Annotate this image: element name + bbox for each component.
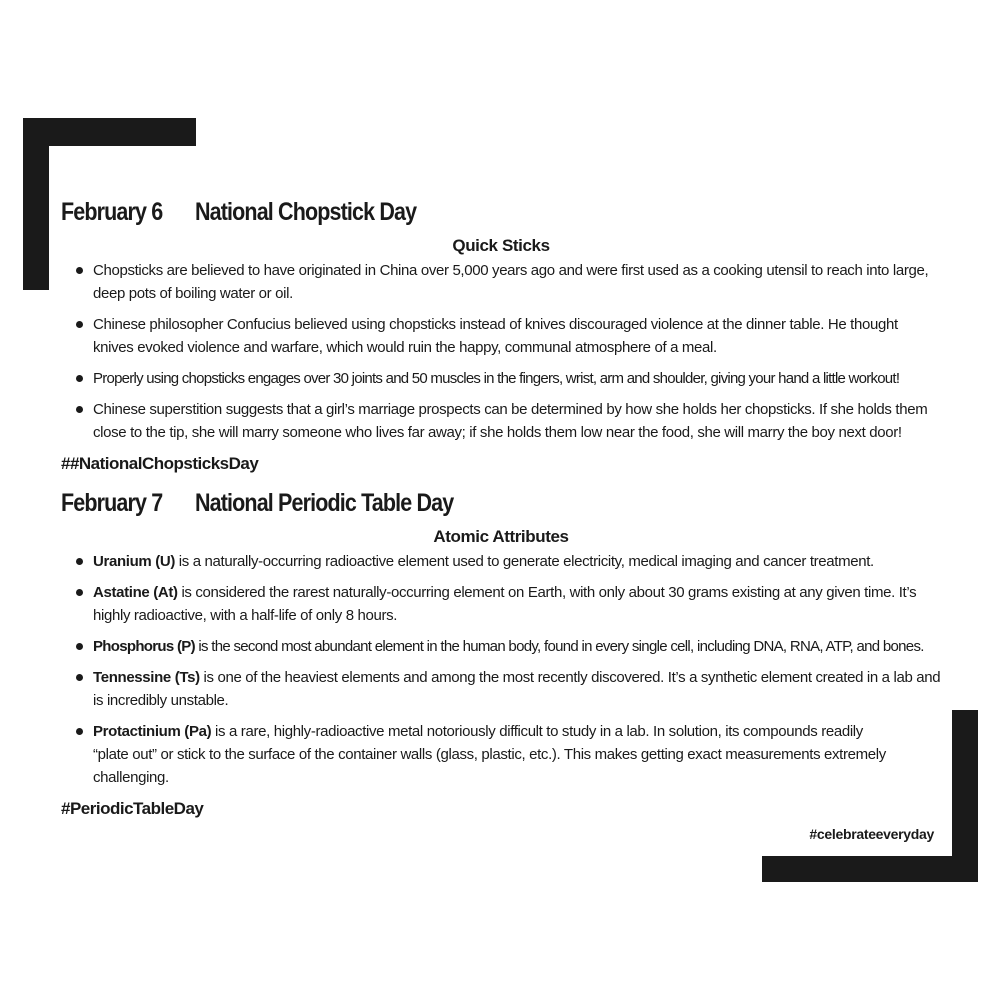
fact-item xyxy=(61,367,941,390)
day-date: February 7 xyxy=(61,489,163,517)
fact-item xyxy=(61,666,941,712)
fact-term: Tennessine (Ts) xyxy=(93,669,200,686)
fact-term: Protactinium (Pa) xyxy=(93,723,212,740)
fact-item xyxy=(61,398,941,444)
section-subtitle: Atomic Attributes xyxy=(433,527,569,546)
fact-text: is a rare, highly-radioactive metal notoriously difficult to study in a lab. In solution, its compounds readily “plate out” or stick to the surface of the container walls (glass, plastic, etc.). This makes getting exact measurements extremely challenging. xyxy=(93,723,886,786)
day-section-chopstick xyxy=(61,193,941,478)
fact-item xyxy=(61,635,941,658)
fact-item xyxy=(61,720,941,789)
fact-text: Chinese philosopher Confucius believed using chopsticks instead of knives discouraged violence at the dinner table. He thought knives evoked violence and warfare, which would ruin the happy, communal atmosphere of a meal. xyxy=(93,316,898,356)
fact-text: is a naturally-occurring radioactive element used to generate electricity, medical imaging and cancer treatment. xyxy=(174,553,874,570)
section-subtitle: Quick Sticks xyxy=(452,236,550,255)
corner-bracket-top-vertical xyxy=(23,118,49,290)
day-heading xyxy=(61,193,818,231)
day-title: National Chopstick Day xyxy=(194,198,417,226)
fact-item xyxy=(61,313,941,359)
fact-item xyxy=(61,259,941,305)
corner-bracket-bottom-horizontal xyxy=(762,856,978,882)
fact-text: Chinese superstition suggests that a girl’s marriage prospects can be determined by how she holds her chopsticks. If she holds them close to the tip, she will marry someone who lives far away; if she holds them low near the food, she will marry the boy next door! xyxy=(93,401,928,441)
fact-term: Uranium (U) xyxy=(93,553,175,570)
fact-term: Astatine (At) xyxy=(93,584,178,601)
fact-text: Properly using chopsticks engages over 30 joints and 50 muscles in the fingers, wrist, arm and shoulder, giving your hand a little workout! xyxy=(93,370,900,387)
fact-item xyxy=(61,550,941,573)
day-section-periodic-table xyxy=(61,484,941,823)
fact-list xyxy=(61,259,941,444)
fact-term: Phosphorus (P) xyxy=(93,638,195,655)
corner-bracket-bottom-vertical xyxy=(952,710,978,882)
fact-text: is one of the heaviest elements and among the most recently discovered. It’s a synthetic element created in a lab and is incredibly unstable. xyxy=(93,669,941,709)
fact-list xyxy=(61,550,941,789)
fact-text: Chopsticks are believed to have originated in China over 5,000 years ago and were first used as a cooking utensil to reach into large, deep pots of boiling water or oil. xyxy=(93,262,929,302)
hashtag: ##NationalChopsticksDay xyxy=(61,454,259,473)
fact-item xyxy=(61,581,941,627)
fact-text: is the second most abundant element in the human body, found in every single cell, including DNA, RNA, ATP, and bones. xyxy=(194,638,924,655)
day-date: February 6 xyxy=(61,198,163,226)
page-content xyxy=(61,193,941,829)
hashtag: #PeriodicTableDay xyxy=(61,799,204,818)
day-heading xyxy=(61,484,818,522)
day-title: National Periodic Table Day xyxy=(194,489,454,517)
fact-text: is considered the rarest naturally-occurring element on Earth, with only about 30 grams existing at any given time. It’s highly radioactive, with a half-life of only 8 hours. xyxy=(93,584,917,624)
footer-hashtag: #celebrateeveryday xyxy=(809,826,934,842)
